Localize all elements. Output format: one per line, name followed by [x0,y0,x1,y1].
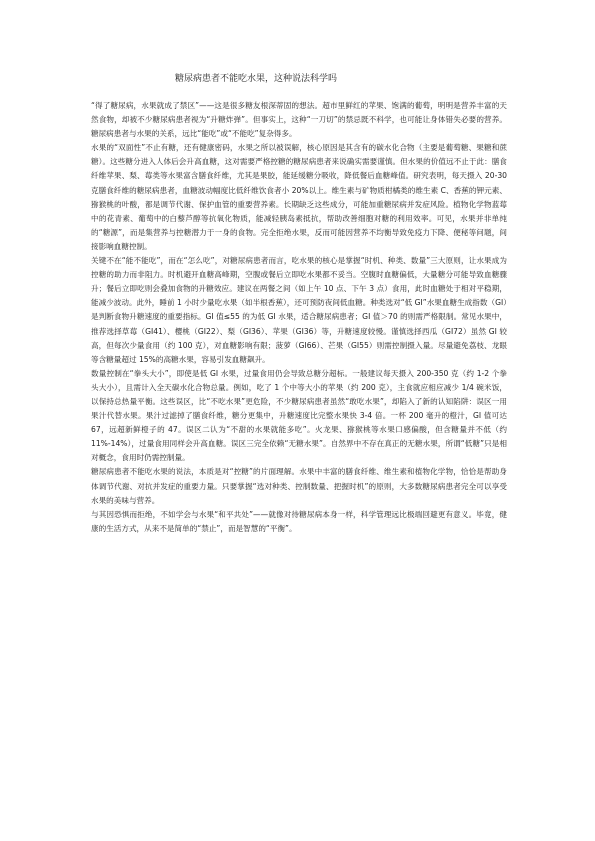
paragraph-fruit-value: 水果的“双面性”不止有糖，还有健康密码，水果之所以被误解，核心原因是其含有的碳水化合物（主要是葡萄糖、果糖和蔗糖）。这些糖分进入人体后会升高血糖，这对需要严格控糖的糖尿病患者来说确实需要谨慎。但水果的价值远不止于此：膳食纤维苹果、梨、莓类等水果富含膳食纤维，尤其是果胶，能延缓糖分吸收，降低餐后血糖峰值。研究表明，每天摄入 20-30 克膳食纤维的糖尿病患者，血糖波动幅度比低纤维饮食者小 20%以上。维生素与矿物质柑橘类的维生素 C、香蕉的钾元素、猕猴桃的叶酸，都是调节代谢、保护血管的重要营养素。长期缺乏这些成分，可能加重糖尿病并发症风险。植物化学物蓝莓中的花青素、葡萄中的白藜芦醇等抗氧化物质，能减轻胰岛素抵抗，帮助改善细胞对糖的利用效率。可见，水果并非单纯的“糖源”，而是集营养与控糖潜力于一身的食物。完全拒绝水果，反而可能因营养不均衡导致免疫力下降、便秘等问题，间接影响血糖控制。 [91,143,507,251]
paragraph-intro: “得了糖尿病，水果就成了禁区”——这是很多糖友根深蒂固的想法。超市里鲜红的苹果、饱满的葡萄，明明是营养丰富的天然食物，却被不少糖尿病患者视为“升糖炸弹”。但事实上，这种“一刀切”的禁忌既不科学，也可能让身体错失必要的营养。糖尿病患者与水果的关系，远比“能吃”或“不能吃”复杂得多。 [91,101,507,139]
paragraph-summary: 糖尿病患者不能吃水果的说法，本质是对“控糖”的片面理解。水果中丰富的膳食纤维、维生素和植物化学物，恰恰是帮助身体调节代谢、对抗并发症的重要力量。只要掌握“选对种类、控制数量、把握时机”的原则，大多数糖尿病患者完全可以享受水果的美味与营养。 [91,467,507,505]
article-body [91,99,507,536]
document-title: 糖尿病患者不能吃水果，这种说法科学吗 [175,74,338,84]
paragraph-quantity-and-myths: 数量控制在“拳头大小”，即使是低 GI 水果，过量食用仍会导致总糖分超标。一般建议每天摄入 200-350 克（约 1-2 个拳头大小），且需计入全天碳水化合物总量。例如，吃了 1 个中等大小的苹果（约 200 克），主食就应相应减少 1/4 碗米饭，以保持总热量平衡。这些误区，比“不吃水果”更危险，不少糖尿病患者虽然“敢吃水果”，却陷入了新的认知陷阱：误区一用果汁代替水果。果汁过滤掉了膳食纤维，糖分更集中，升糖速度比完整水果快 3-4 倍。一杯 200 毫升的橙汁，GI 值可达 67，远超新鲜橙子的 47。误区二认为“不甜的水果就能多吃”。火龙果、猕猴桃等水果口感偏酸，但含糖量并不低（约 11%-14%），过量食用同样会升高血糖。误区三完全依赖“无糖水果”。自然界中不存在真正的无糖水果，所谓“低糖”只是相对概念，食用时仍需控制量。 [91,368,507,463]
paragraph-how-to-eat: 关键不在“能不能吃”，而在“怎么吃”，对糖尿病患者而言，吃水果的核心是掌握“时机、种类、数量”三大原则，让水果成为控糖的助力而非阻力。时机避开血糖高峰期，空腹或餐后立即吃水果都不妥当。空腹时血糖偏低，大量糖分可能导致血糖骤升；餐后立即吃则会叠加食物的升糖效应。建议在两餐之间（如上午 10 点、下午 3 点）食用，此时血糖处于相对平稳期，能减少波动。此外，睡前 1 小时少量吃水果（如半根香蕉），还可预防夜间低血糖。种类选对“低 GI”水果血糖生成指数（GI）是判断食物升糖速度的重要指标。GI 值≤55 的为低 GI 水果，适合糖尿病患者；GI 值＞70 的则需严格限制。常见水果中，推荐选择草莓（GI41）、樱桃（GI22）、梨（GI36）、苹果（GI36）等，升糖速度较慢。谨慎选择西瓜（GI72）虽然 GI 较高，但每次少量食用（约 100 克），对血糖影响有限；菠萝（GI66）、芒果（GI55）则需控制摄入量。尽量避免荔枝、龙眼等含糖量超过 15%的高糖水果，容易引发血糖飙升。 [91,256,507,364]
paragraph-conclusion: 与其因恐惧而拒绝，不如学会与水果“和平共处”——就像对待糖尿病本身一样，科学管理远比极端回避更有意义。毕竟，健康的生活方式，从来不是简单的“禁止”，而是智慧的“平衡”。 [91,509,507,533]
